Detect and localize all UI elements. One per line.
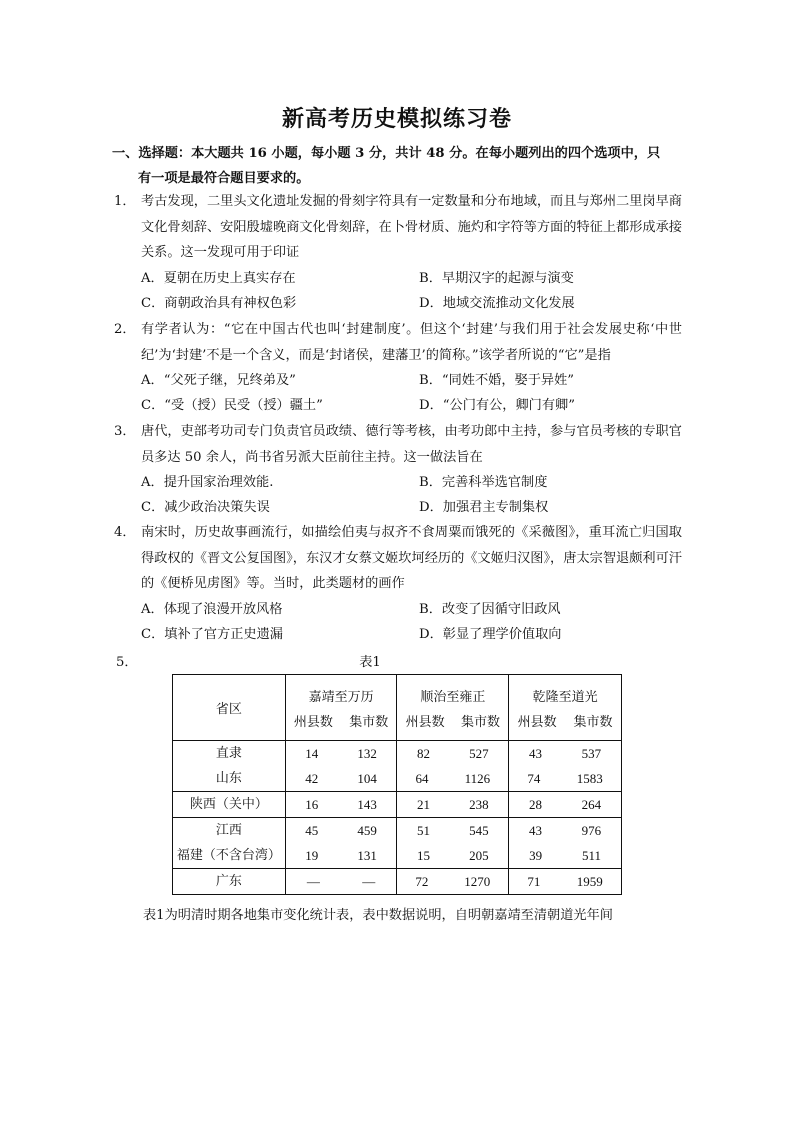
data-cell <box>397 818 509 869</box>
market-count: 459 <box>357 823 377 838</box>
market-count: 511 <box>582 848 602 863</box>
option-b[interactable]: B．早期汉字的起源与演变 <box>419 270 574 286</box>
table-row <box>173 869 622 895</box>
county-count: 19 <box>305 848 319 863</box>
data-cell <box>397 792 509 818</box>
county-count: — <box>306 874 320 889</box>
county-count: 43 <box>529 746 543 761</box>
option-c[interactable]: C．“受（授）民受（授）疆土” <box>141 398 323 413</box>
region-name: 陕西（关中） <box>189 797 268 812</box>
county-count: 15 <box>417 848 431 863</box>
option-a[interactable]: A．体现了浪漫开放风格 <box>141 601 283 617</box>
section-heading <box>112 141 682 191</box>
market-count: 205 <box>469 848 489 863</box>
data-cell <box>285 741 397 792</box>
header-region: 省区 <box>173 675 286 741</box>
region-cell <box>173 792 286 818</box>
subheader-markets: 集市数 <box>573 714 613 730</box>
option-c[interactable]: C．减少政治决策失误 <box>141 500 270 515</box>
market-count: 132 <box>357 746 377 761</box>
question-1 <box>112 189 682 317</box>
market-statistics-table <box>172 674 622 895</box>
data-cell <box>285 869 397 895</box>
market-count: 238 <box>469 797 489 812</box>
question-2 <box>112 317 682 419</box>
region-name: 广东 <box>215 874 242 889</box>
market-count: 1583 <box>576 771 603 786</box>
question-stem: 考古发现，二里头文化遗址发掘的骨刻字符具有一定数量和分布地域，而且与郑州二里岗早商文化骨刻辞、安阳殷墟晚商文化骨刻辞，在卜骨材质、施灼和字符等方面的特征上都形成承接关系。这一发现可用于印证 <box>141 194 682 260</box>
option-a[interactable]: A．提升国家治理效能. <box>141 475 274 490</box>
market-count: 131 <box>357 848 377 863</box>
option-c[interactable]: C．商朝政治具有神权色彩 <box>141 295 297 311</box>
county-count: 14 <box>305 746 319 761</box>
subheader-counties: 州县数 <box>517 714 557 730</box>
market-count: 527 <box>469 746 489 761</box>
table-row <box>173 818 622 869</box>
section-heading-line2: 有一项是最符合题目要求的。 <box>138 171 310 186</box>
option-c[interactable]: C．填补了官方正史遗漏 <box>141 626 283 642</box>
market-count: 1270 <box>464 874 491 889</box>
region-name: 江西 <box>215 823 242 838</box>
data-cell <box>509 818 622 869</box>
market-count: 545 <box>469 823 489 838</box>
period-label: 乾隆至道光 <box>532 689 598 705</box>
section-heading-line1: 一、选择题：本大题共 16 小题，每小题 3 分，共计 48 分。在每小题列出的四个选项中，只 <box>112 146 661 161</box>
market-count: 1126 <box>464 771 491 786</box>
county-count: 51 <box>417 823 431 838</box>
options <box>141 266 682 317</box>
table-header-row <box>173 675 622 741</box>
question-stem: 有学者认为：“它在中国古代也叫‘封建制度’。但这个‘封建’与我们用于社会发展史称‘中世纪’为‘封建’不是一个含义，而是‘封诸侯，建藩卫’的简称。”该学者所说的“它”是指 <box>141 322 682 363</box>
county-count: 72 <box>415 874 429 889</box>
region-name: 山东 <box>215 771 242 786</box>
period-label: 顺治至雍正 <box>420 689 486 705</box>
subheader-markets: 集市数 <box>461 714 501 730</box>
market-count: 976 <box>581 823 602 838</box>
subheader-counties: 州县数 <box>405 714 445 730</box>
market-count: 537 <box>581 746 602 761</box>
option-b[interactable]: B．“同姓不婚，娶于异姓” <box>419 373 575 388</box>
question-number: 1． <box>114 194 136 209</box>
region-cell <box>173 818 286 869</box>
data-cell <box>509 869 622 895</box>
subheader-markets: 集市数 <box>349 714 389 730</box>
table-note: 表1为明清时期各地集市变化统计表，表中数据说明，自明朝嘉靖至清朝道光年间 <box>143 908 613 923</box>
question-stem: 南宋时，历史故事画流行，如描绘伯夷与叔齐不食周粟而饿死的《采薇图》，重耳流亡归国取得政权的《晋文公复国图》，东汉才女蔡文姬坎坷经历的《文姬归汉图》，唐太宗智退颇利可汗的《便桥见虏图》等。当时，此类题材的画作 <box>141 525 682 591</box>
question-5-number: 5． <box>116 655 138 670</box>
market-count: 264 <box>581 797 602 812</box>
county-count: 74 <box>527 771 541 786</box>
data-cell <box>397 741 509 792</box>
market-count: — <box>362 874 376 889</box>
option-b[interactable]: B．改变了因循守旧政风 <box>419 601 561 617</box>
option-d[interactable]: D．彰显了理学价值取向 <box>419 626 562 642</box>
question-number: 3． <box>114 424 136 439</box>
data-cell <box>285 818 397 869</box>
question-number: 2． <box>114 322 136 337</box>
header-period <box>285 675 397 741</box>
data-cell <box>509 792 622 818</box>
county-count: 42 <box>305 771 319 786</box>
question-number: 4． <box>114 525 136 540</box>
county-count: 82 <box>417 746 431 761</box>
county-count: 28 <box>529 797 543 812</box>
county-count: 39 <box>529 848 543 863</box>
county-count: 45 <box>305 823 319 838</box>
county-count: 71 <box>527 874 541 889</box>
option-d[interactable]: D．“公门有公，卿门有卿” <box>419 398 575 413</box>
page-title: 新高考历史模拟练习卷 <box>281 106 512 132</box>
market-count: 104 <box>357 771 377 786</box>
region-cell <box>173 741 286 792</box>
region-name: 福建（不含台湾） <box>176 848 281 863</box>
option-d[interactable]: D．地域交流推动文化发展 <box>419 295 575 311</box>
region-name: 直隶 <box>215 746 242 761</box>
data-cell <box>285 792 397 818</box>
option-a[interactable]: A．“父死子继，兄终弟及” <box>141 373 296 388</box>
table-caption: 表1 <box>359 655 381 670</box>
county-count: 43 <box>529 823 543 838</box>
options <box>141 368 682 419</box>
options <box>141 597 682 648</box>
option-a[interactable]: A．夏朝在历史上真实存在 <box>141 270 296 286</box>
question-stem: 唐代，吏部考功司专门负责官员政绩、德行等考核，由考功郎中主持，参与官员考核的专职官员多达 50 余人，尚书省另派大臣前往主持。这一做法旨在 <box>141 424 682 465</box>
header-period <box>397 675 509 741</box>
county-count: 21 <box>417 797 431 812</box>
option-d[interactable]: D．加强君主专制集权 <box>419 500 549 515</box>
data-cell <box>397 869 509 895</box>
county-count: 16 <box>305 797 319 812</box>
header-period <box>509 675 622 741</box>
table-row <box>173 792 622 818</box>
option-b[interactable]: B．完善科举选官制度 <box>419 475 548 490</box>
region-cell <box>173 869 286 895</box>
county-count: 64 <box>415 771 429 786</box>
market-count: 1959 <box>576 874 603 889</box>
market-count: 143 <box>357 797 377 812</box>
subheader-counties: 州县数 <box>293 714 333 730</box>
question-4 <box>112 520 682 648</box>
data-cell <box>509 741 622 792</box>
question-3 <box>112 419 682 521</box>
options <box>141 470 682 521</box>
period-label: 嘉靖至万历 <box>308 689 374 705</box>
table-row <box>173 741 622 792</box>
